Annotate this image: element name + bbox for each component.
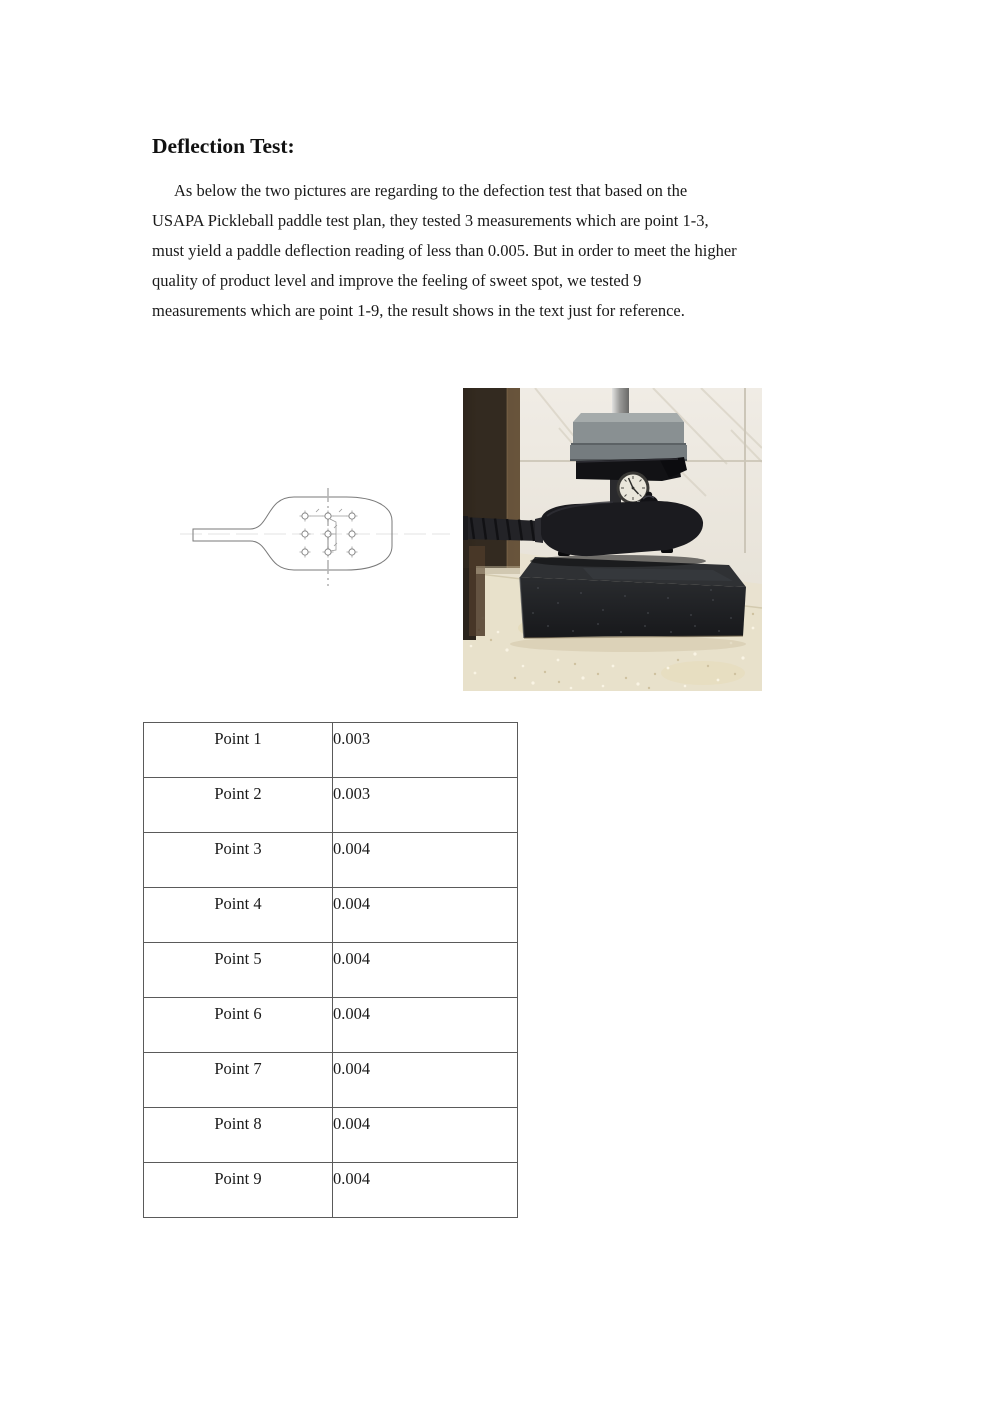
point-value: 0.004 bbox=[333, 1053, 518, 1108]
granite-plate-front bbox=[520, 577, 746, 638]
table-row bbox=[144, 888, 518, 943]
point-value: 0.004 bbox=[333, 888, 518, 943]
page-title: Deflection Test: bbox=[152, 134, 295, 158]
point-label: Point 5 bbox=[144, 943, 333, 998]
point-label: Point 3 bbox=[144, 833, 333, 888]
point-label: Point 1 bbox=[144, 723, 333, 778]
point-label: Point 4 bbox=[144, 888, 333, 943]
table-row bbox=[144, 1108, 518, 1163]
deflection-test-photo bbox=[463, 388, 762, 691]
point-value: 0.004 bbox=[333, 1163, 518, 1218]
plate-shadow bbox=[510, 636, 746, 652]
point-value: 0.004 bbox=[333, 1108, 518, 1163]
point-label: Point 8 bbox=[144, 1108, 333, 1163]
table-row bbox=[144, 723, 518, 778]
point-label: Point 9 bbox=[144, 1163, 333, 1218]
paddle-measurement-drawing bbox=[180, 400, 450, 600]
weight-blocks bbox=[570, 413, 687, 461]
table-row bbox=[144, 1163, 518, 1218]
point-label: Point 7 bbox=[144, 1053, 333, 1108]
point-label: Point 6 bbox=[144, 998, 333, 1053]
results-table bbox=[143, 722, 518, 1218]
intro-paragraph: As below the two pictures are regarding to the defection test that based on the USAPA Pickleball paddle test plan, they tested 3 measurements which are point 1-3, must yield a paddle deflection reading of less than 0.005. But in order to meet the higher quality of product level and improve the feeling of sweet spot, we tested 9 measurements which are point 1-9, the result shows in the text just for reference. bbox=[152, 181, 737, 320]
point-value: 0.004 bbox=[333, 943, 518, 998]
point-value: 0.003 bbox=[333, 723, 518, 778]
point-value: 0.003 bbox=[333, 778, 518, 833]
table-row bbox=[144, 943, 518, 998]
measurement-points bbox=[300, 511, 358, 558]
table-row bbox=[144, 778, 518, 833]
point-value: 0.004 bbox=[333, 833, 518, 888]
table-row bbox=[144, 833, 518, 888]
table-row bbox=[144, 998, 518, 1053]
point-value: 0.004 bbox=[333, 998, 518, 1053]
table-row bbox=[144, 1053, 518, 1108]
point-label: Point 2 bbox=[144, 778, 333, 833]
